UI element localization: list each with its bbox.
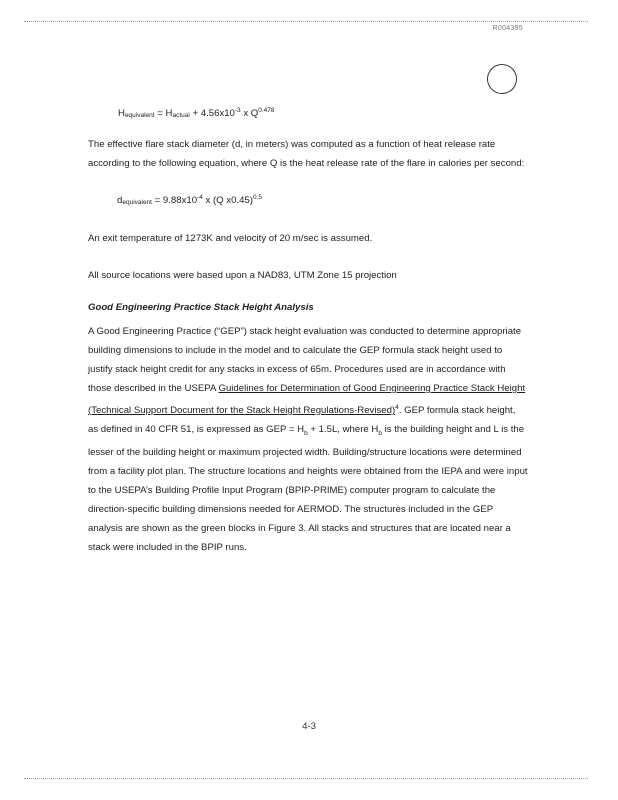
bottom-scan-border [24, 778, 588, 779]
page-code: R004395 [492, 25, 523, 32]
paragraph-source-locations: All source locations were based upon a NAD83, UTM Zone 15 projection [88, 270, 397, 281]
equation-diameter: $d_{equivalent} = 9.88x10^{-4}$ x (Q x0.45)$^{0.5}$ [117, 194, 263, 207]
paragraph-gep-analysis: A Good Engineering Practice (“GEP”) stack height evaluation was conducted to determine appropriate building dimensions to include in the model and to calculate the GEP formula stack height used to justify stack height credit for any stacks in excess of 65m. Procedures used are in accordance with those described in the USEPA Guidelines for Determination of Good Engineering Practice Stack Height (Technical Support Document for the Stack Height Regulations-Revised)$^4$. GEP formula stack height, as defined in 40 CFR 51, is expressed as GEP = $H_b + 1.5L$, where $H_b$ is the building height and L is the lesser of the building height or maximum projected width. Building/structure locations were determined from a facility plot plan. The structure locations and heights were obtained from the IEPA and were input to the USEPA’s Building Profile Input Program (BPIP-PRIME) computer program to calculate the direction-specific building dimensions needed for AERMOD. The structures included in the GEP analysis are shown as the green blocks in Figure 3. All stacks and structures that are located near a stack were included in the BPIP runs. [88, 326, 528, 554]
equation-height: $H_{equivalent} = H_{actual} + 4.56x10^{-3}$ x $Q^{0.478}$ [118, 107, 275, 120]
page-number: 4-3 [302, 721, 316, 732]
circular-stamp-logo [483, 60, 521, 98]
section-heading-gep: Good Engineering Practice Stack Height Analysis [88, 302, 314, 313]
top-scan-border [24, 21, 588, 22]
guidelines-reference: Guidelines for Determination of Good Engineering Practice Stack Height (Technical Support Document for the Stack Height Regulations-Revised) [88, 383, 526, 417]
paragraph-diameter: The effective flare stack diameter (d, in meters) was computed as a function of heat release rate according to the following equation, where Q is the heat release rate of the flare in calories per second: [88, 139, 525, 169]
paragraph-exit-temperature: An exit temperature of 1273K and velocity of 20 m/sec is assumed. [88, 233, 373, 244]
